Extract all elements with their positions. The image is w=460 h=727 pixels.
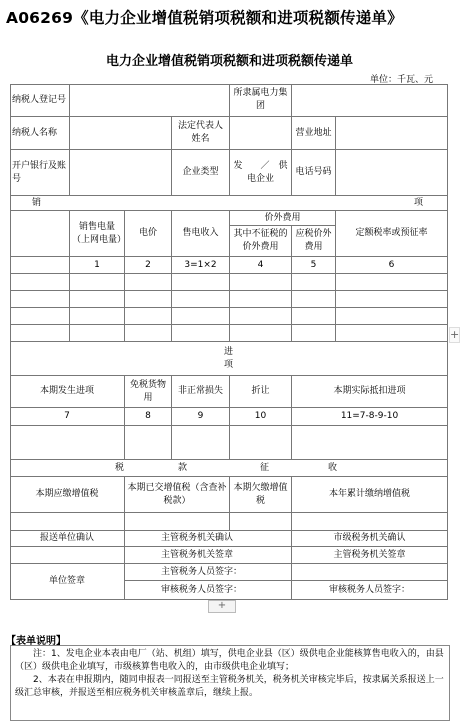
- sales-row-cell[interactable]: [172, 291, 230, 308]
- review-sign-label-mid: 审核税务人员签字：: [125, 581, 292, 600]
- business-address-field[interactable]: [336, 117, 448, 150]
- sales-num-blank: [10, 257, 70, 274]
- tax-row-cell[interactable]: [10, 513, 125, 531]
- abnormal-loss-header: 非正常损失: [172, 376, 230, 408]
- tax-char-2: 款: [178, 462, 188, 473]
- sales-row-cell[interactable]: [172, 325, 230, 342]
- reporter-confirm-space[interactable]: [10, 547, 125, 564]
- tax-paid-header: 本期已交增值税（含查补税款）: [125, 477, 230, 513]
- legal-rep-field[interactable]: [230, 117, 292, 150]
- competent-confirm-label: 主管税务机关确认: [125, 531, 292, 547]
- col-num-1: 1: [70, 257, 125, 274]
- phone-label: 电话号码: [292, 150, 336, 196]
- unit-seal-label: 单位签章: [10, 564, 125, 600]
- input-row-cell[interactable]: [10, 426, 125, 460]
- col-num-4: 4: [230, 257, 292, 274]
- sales-row-cell[interactable]: [125, 274, 172, 291]
- reg-no-field[interactable]: [70, 84, 230, 117]
- sales-qty-header: 销售电量（上网电量）: [70, 211, 125, 257]
- sales-row-cell[interactable]: [70, 291, 125, 308]
- enterprise-type-label: 企业类型: [172, 150, 230, 196]
- sales-row-cell[interactable]: [292, 291, 336, 308]
- sales-row: [10, 325, 70, 342]
- input-row-cell[interactable]: [292, 426, 448, 460]
- sales-row-cell[interactable]: [336, 325, 448, 342]
- taxpayer-name-label: 纳税人名称: [10, 117, 70, 150]
- tax-owed-header: 本期欠缴增值税: [230, 477, 292, 513]
- form-title: 电力企业增值税销项税额和进项税额传递单: [105, 54, 353, 69]
- input-row-cell[interactable]: [172, 426, 230, 460]
- sales-row-cell[interactable]: [230, 291, 292, 308]
- supply-enterprise-label: 发 ／ 供 电企业: [230, 150, 292, 196]
- col-num-5: 5: [292, 257, 336, 274]
- sales-row-cell[interactable]: [125, 325, 172, 342]
- extra-fee-taxable-header: 应税价外费用: [292, 226, 336, 257]
- sales-row-cell[interactable]: [336, 291, 448, 308]
- tax-section-header: [10, 460, 448, 477]
- sales-row-cell[interactable]: [292, 325, 336, 342]
- tax-row-cell[interactable]: [230, 513, 292, 531]
- col-num-2: 2: [125, 257, 172, 274]
- sales-row-cell[interactable]: [125, 308, 172, 325]
- document-title: A06269《电力企业增值税销项税额和进项税额传递单》: [6, 9, 403, 27]
- sales-row-cell[interactable]: [70, 325, 125, 342]
- sales-row-cell[interactable]: [125, 291, 172, 308]
- tax-should-pay-header: 本期应缴增值税: [10, 477, 125, 513]
- input-top-char: 进: [223, 346, 233, 357]
- sales-row-cell[interactable]: [230, 274, 292, 291]
- input-bottom-char: 项: [223, 359, 233, 370]
- sales-row: [10, 274, 70, 291]
- sales-price-header: 电价: [125, 211, 172, 257]
- bank-account-label: 开户银行及账号: [10, 150, 70, 196]
- transfer-form-table: [10, 84, 448, 600]
- col-num-11: 11=7-8-9-10: [292, 408, 448, 426]
- sales-blank-header: [10, 211, 70, 257]
- input-row-cell[interactable]: [230, 426, 292, 460]
- sales-row-cell[interactable]: [230, 308, 292, 325]
- add-row-plus-icon[interactable]: +: [208, 600, 236, 613]
- sales-left-char: 销: [32, 197, 42, 208]
- sales-row-cell[interactable]: [230, 325, 292, 342]
- tax-row-cell[interactable]: [125, 513, 230, 531]
- sales-income-header: 售电收入: [172, 211, 230, 257]
- note-paragraph-2: 2、本表在申报期内，随同申报表一同报送至主管税务机关，税务机关审核完毕后，按隶属关系报送上一级汇总审核，并报送至相应税务机关审核盖章后，继续上报。: [15, 675, 444, 698]
- sales-section-header: [10, 196, 448, 211]
- discount-header: 折让: [230, 376, 292, 408]
- col-num-8: 8: [125, 408, 172, 426]
- col-num-7: 7: [10, 408, 125, 426]
- upper-confirm-label: 市级税务机关确认: [292, 531, 448, 547]
- input-row-cell[interactable]: [125, 426, 172, 460]
- sales-row-cell[interactable]: [292, 274, 336, 291]
- current-input-header: 本期发生进项: [10, 376, 125, 408]
- power-group-label: 所隶属电力集团: [230, 84, 292, 117]
- input-section-header: [10, 342, 448, 376]
- sales-row: [10, 308, 70, 325]
- sales-row-cell[interactable]: [172, 274, 230, 291]
- col-num-6: 6: [336, 257, 448, 274]
- add-column-plus-icon[interactable]: +: [450, 328, 460, 341]
- phone-field[interactable]: [336, 150, 448, 196]
- sales-row-cell[interactable]: [336, 308, 448, 325]
- sales-row-cell[interactable]: [292, 308, 336, 325]
- business-address-label: 营业地址: [292, 117, 336, 150]
- tax-char-3: 征: [260, 462, 270, 473]
- extra-fee-header: 价外费用: [230, 211, 336, 226]
- tax-char-1: 税: [115, 462, 125, 473]
- sales-row: [10, 291, 70, 308]
- competent-seal-label: 主管税务机关签章: [125, 547, 292, 564]
- bank-account-field[interactable]: [70, 150, 172, 196]
- sales-row-cell[interactable]: [70, 274, 125, 291]
- tax-annual-header: 本年累计缴纳增值税: [292, 477, 448, 513]
- reporter-confirm-label: 报送单位确认: [10, 531, 125, 547]
- staff-sign-space[interactable]: [292, 564, 448, 581]
- notes-box: [10, 645, 450, 721]
- sales-row-cell[interactable]: [336, 274, 448, 291]
- col-num-9: 9: [172, 408, 230, 426]
- taxpayer-name-field[interactable]: [70, 117, 172, 150]
- extra-fee-nontaxable-header: 其中不征税的价外费用: [230, 226, 292, 257]
- sales-row-cell[interactable]: [70, 308, 125, 325]
- tax-row-cell[interactable]: [292, 513, 448, 531]
- power-group-field[interactable]: [292, 84, 448, 117]
- exempt-goods-header: 免税货物用: [125, 376, 172, 408]
- review-sign-label-right: 审核税务人员签字：: [292, 581, 448, 600]
- upper-seal-label: 主管税务机关签章: [292, 547, 448, 564]
- unit-label: 单位：千瓦、元: [369, 75, 433, 85]
- col-num-3: 3=1×2: [172, 257, 230, 274]
- notes-heading: 【表单说明】: [6, 636, 66, 647]
- col-num-10: 10: [230, 408, 292, 426]
- actual-deduction-header: 本期实际抵扣进项: [292, 376, 448, 408]
- note-paragraph-1: 注：1、发电企业本表由电厂（站、机组）填写，供电企业县（区）级供电企业能核算售电收入的，由县（区）级供电企业填写，市级核算售电收入的，由市级供电企业填写；: [15, 649, 444, 672]
- tax-rate-header: 定额税率或预征率: [336, 211, 448, 257]
- sales-row-cell[interactable]: [172, 308, 230, 325]
- legal-rep-label: 法定代表人姓名: [172, 117, 230, 150]
- tax-char-4: 收: [328, 462, 338, 473]
- staff-sign-label: 主管税务人员签字：: [125, 564, 292, 581]
- sales-right-char: 项: [413, 197, 423, 208]
- reg-no-label: 纳税人登记号: [10, 84, 70, 117]
